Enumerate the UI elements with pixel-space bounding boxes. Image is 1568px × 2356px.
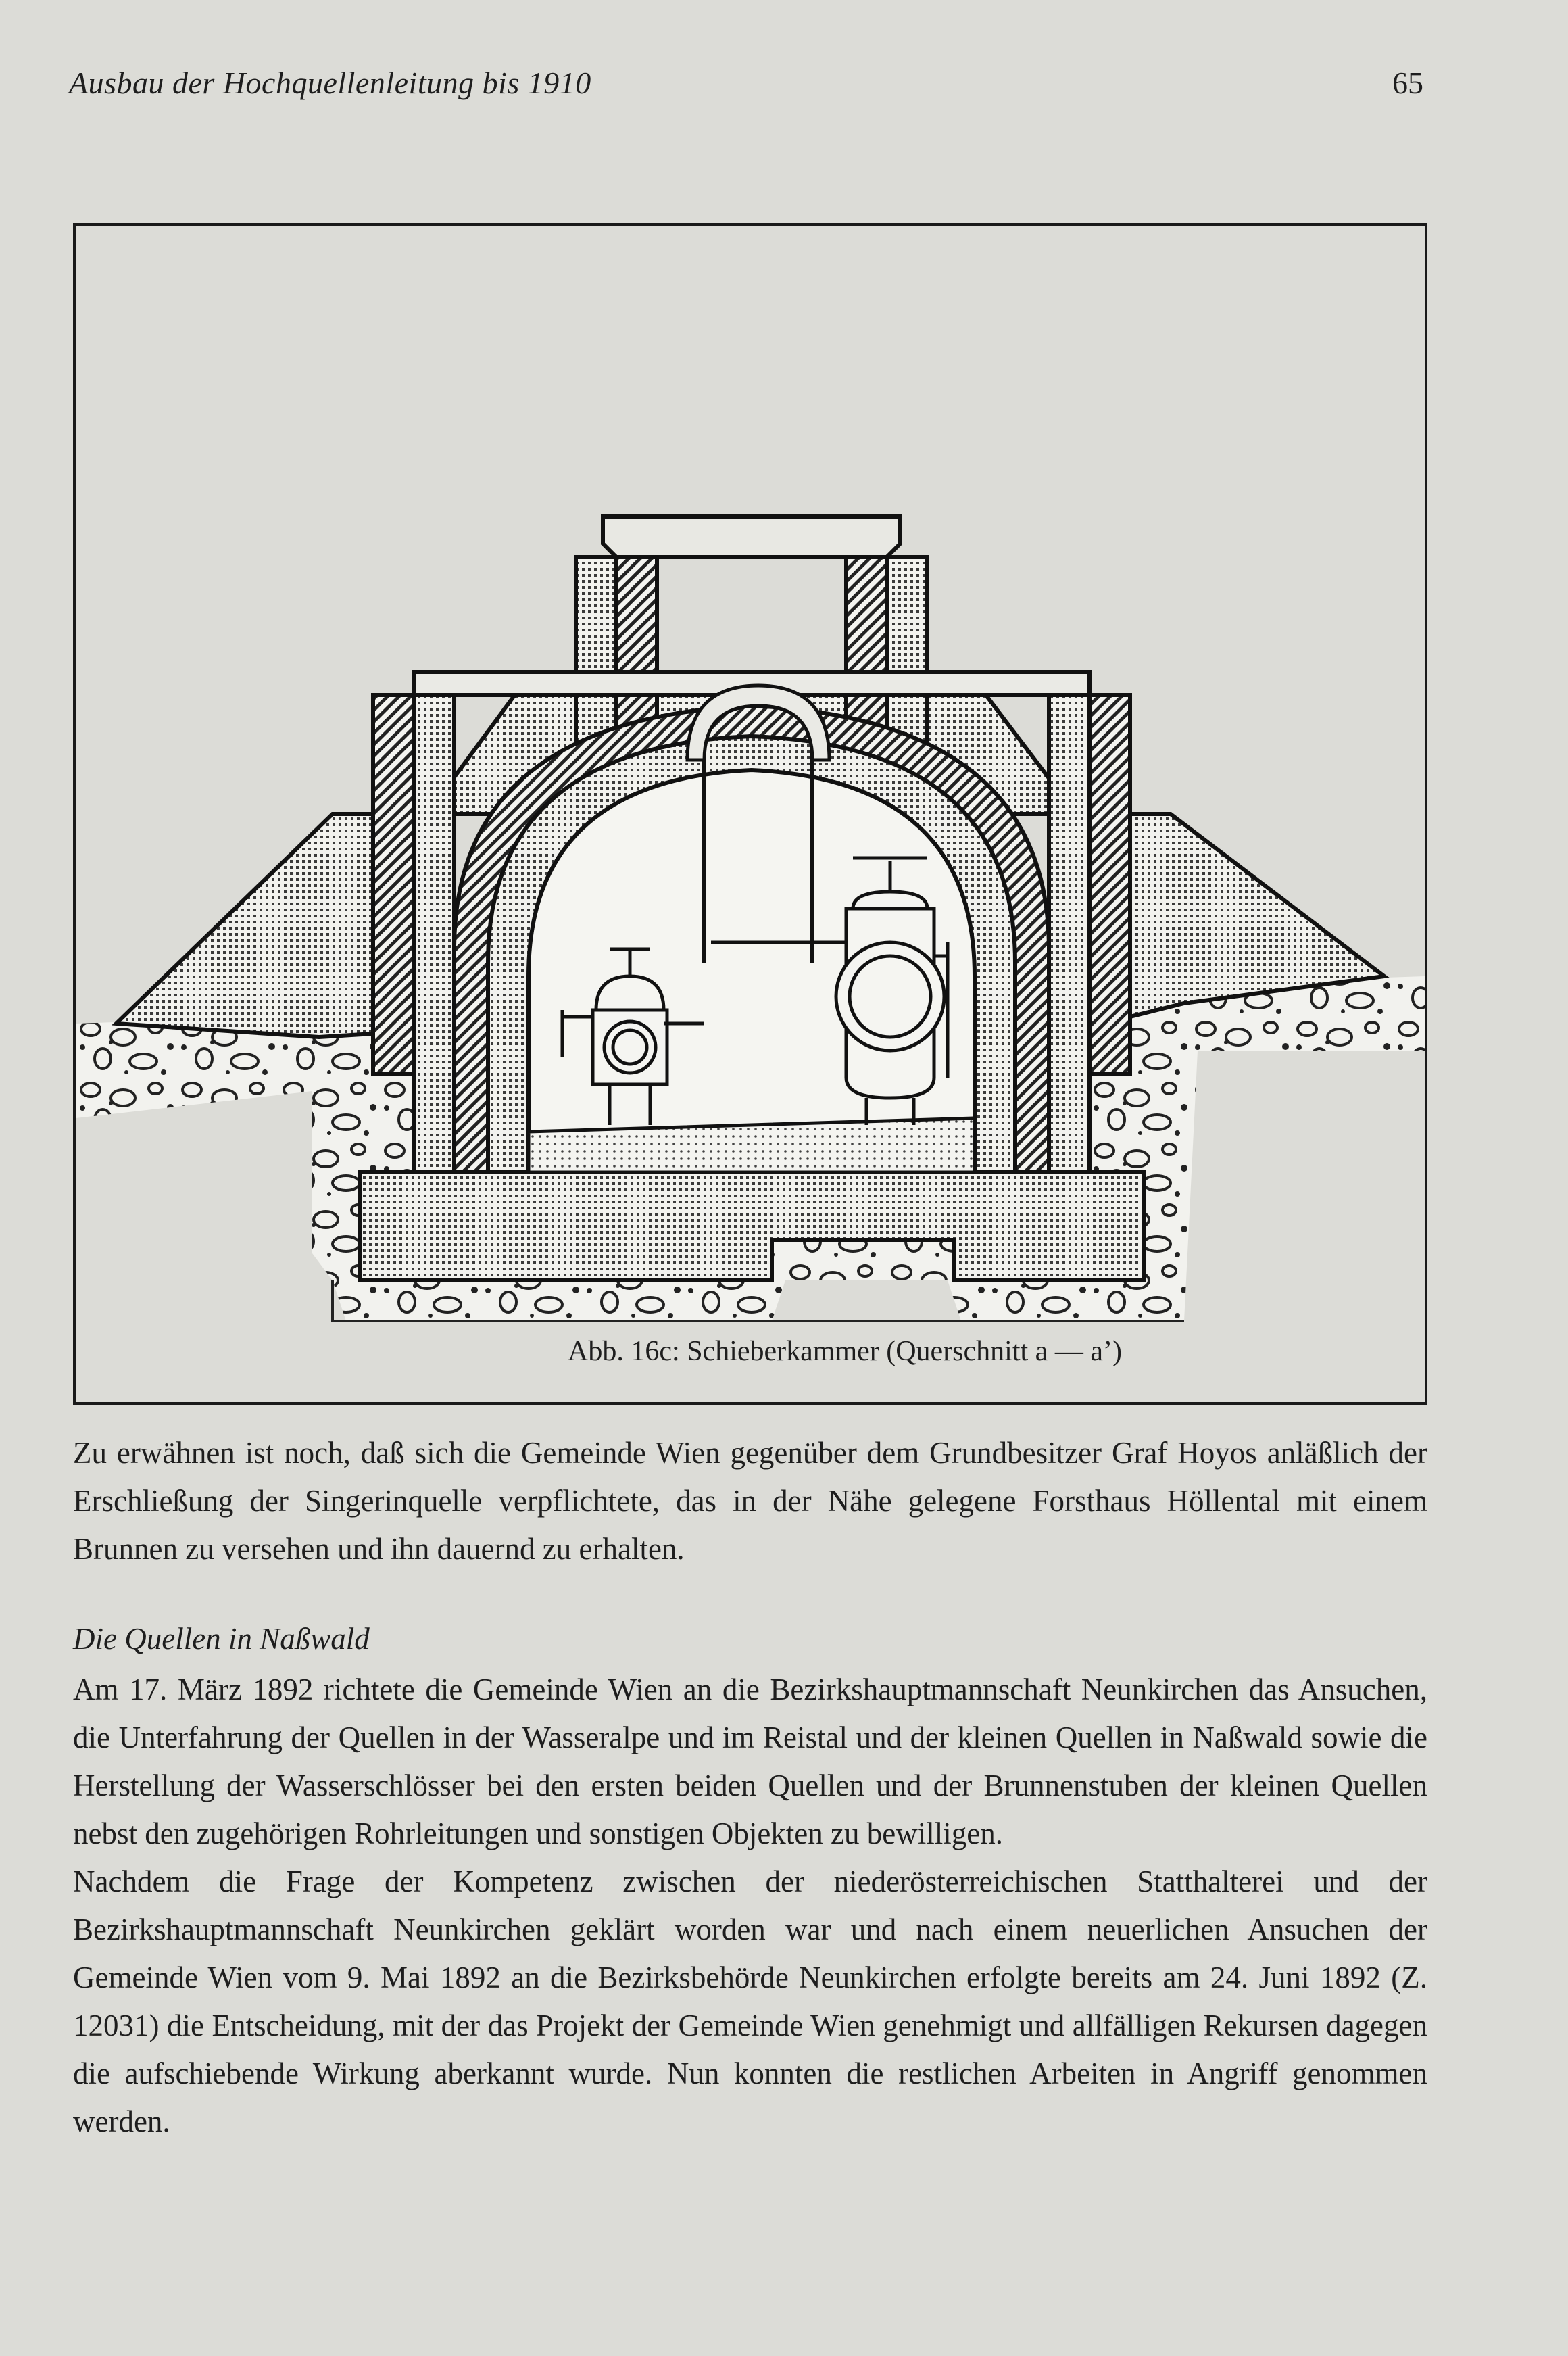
section-heading: Die Quellen in Naßwald	[73, 1622, 370, 1656]
paragraph-body	[73, 1666, 1427, 2146]
paragraph-1: Am 17. März 1892 richtete die Gemeinde Wien an die Bezirkshauptmannschaft Neunkirchen das Ansuchen, die Unterfahrung der Quellen in der Wasseralpe und im Reistal und der kleinen Quellen in Naßwald sowie die Herstellung der Wasserschlösser bei den ersten beiden Quellen und der Brunnenstuben der kleinen Quellen nebst den zugehörigen Rohrleitungen und sonstigen Objekten zu bewilligen.	[73, 1673, 1427, 1850]
paragraph-2: Nachdem die Frage der Kompetenz zwischen der niederösterreichischen Statthalterei und der Bezirkshauptmannschaft Neunkirchen geklärt worden war und nach einem neuerlichen Ansuchen der Gemeinde Wien vom 9. Mai 1892 an die Bezirksbehörde Neunkirchen erfolgte bereits am 24. Juni 1892 (Z. 12031) die Entscheidung, mit der das Projekt der Gemeinde Wien genehmigt und allfälligen Rekursen dagegen die aufschiebende Wirkung aberkannt wurde. Nun konnten die restlichen Arbeiten in Angriff genommen werden.	[73, 1865, 1427, 2138]
figure-caption: Abb. 16c: Schieberkammer (Querschnitt a — a’)	[568, 1336, 1122, 1367]
running-header-title: Ausbau der Hochquellenleitung bis 1910	[69, 66, 591, 100]
figure-frame	[73, 223, 1427, 1405]
page-number: 65	[1392, 66, 1423, 100]
valve-chamber-illustration	[76, 226, 1425, 1402]
paragraph-intro	[73, 1429, 1427, 1573]
paragraph-intro-text: Zu erwähnen ist noch, daß sich die Gemeinde Wien gegenüber dem Grundbesitzer Graf Hoyos anläßlich der Erschließung der Singerinquelle verpflichtete, das in der Nähe gelegene Forsthaus Höllental mit einem Brunnen zu versehen und ihn dauernd zu erhalten.	[73, 1436, 1427, 1566]
